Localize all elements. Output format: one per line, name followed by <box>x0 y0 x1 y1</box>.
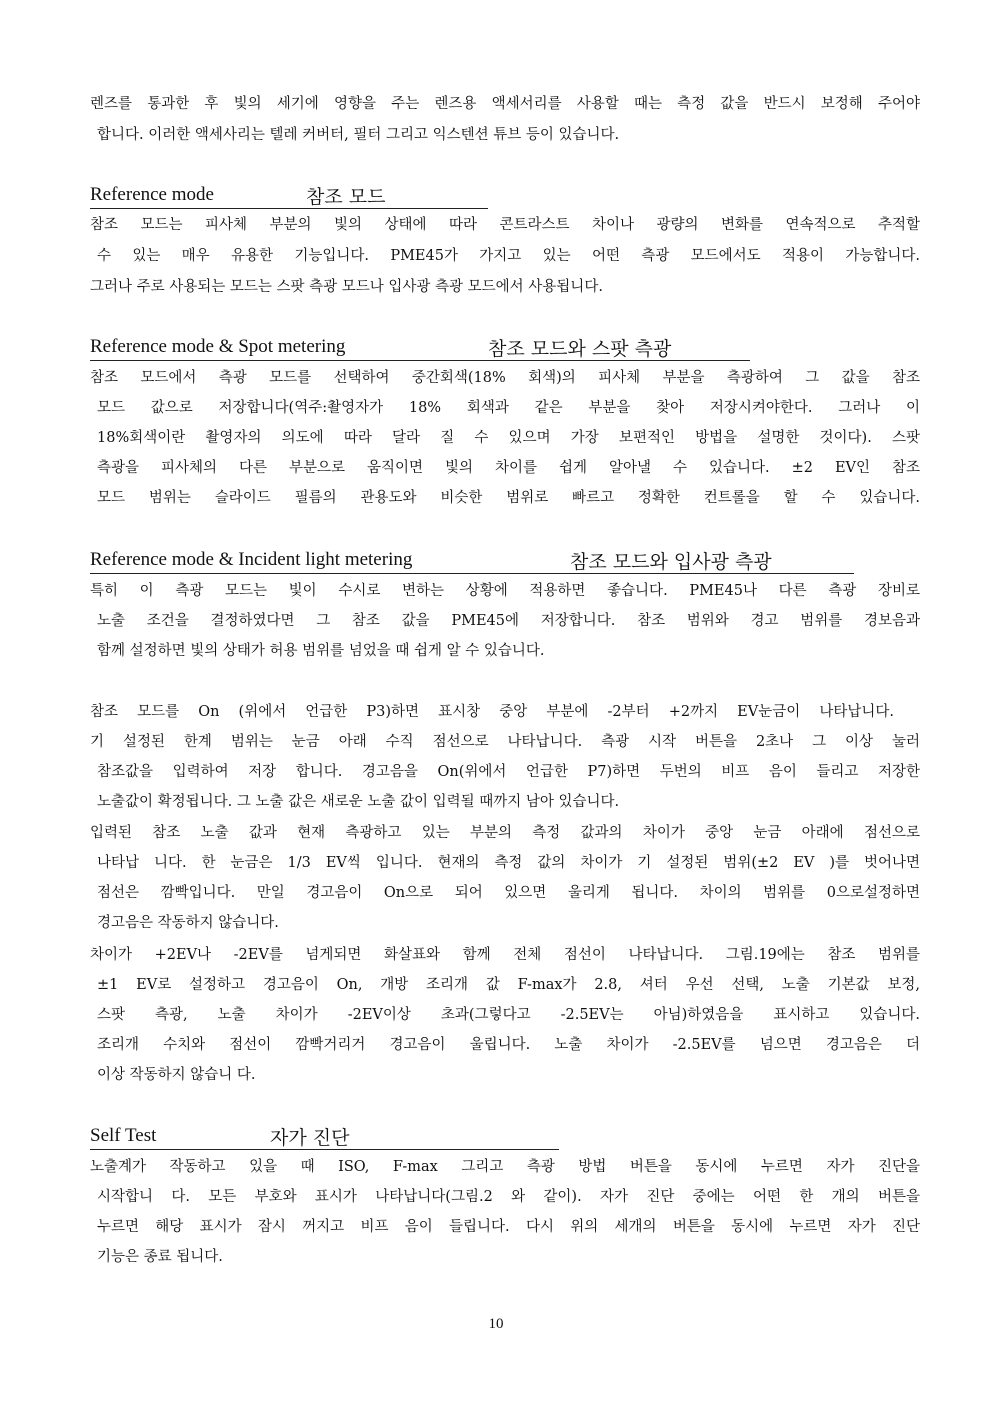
paragraph-line: 참조 모드를 On (위에서 언급한 P3)하면 표시창 중앙 부분에 -2부터 +2까지 EV눈금이 나타납니다. <box>90 704 894 720</box>
paragraph-line: 참조 모드는 피사체 부분의 빛의 상태에 따라 콘트라스트 차이나 광량의 변화를 연속적으로 추적할 <box>90 217 920 233</box>
paragraph-line: ±1 EV로 설정하고 경고음이 On, 개방 조리개 값 F-max가 2.8, 셔터 우선 선택, 노출 기본값 보정, <box>97 977 920 993</box>
heading-korean: 자가 진단 <box>270 1127 350 1149</box>
paragraph-line: 18%회색이란 촬영자의 의도에 따라 달라 질 수 있으며 가장 보편적인 방법을 설명한 것이다). 스팟 <box>97 430 920 446</box>
paragraph-line: 나타납 니다. 한 눈금은 1/3 EV씩 입니다. 현재의 측정 값의 차이가 기 설정된 범위(±2 EV )를 벗어나면 <box>97 855 920 871</box>
heading-english: Reference mode & Incident light metering <box>90 549 413 570</box>
paragraph-line: 입력된 참조 노출 값과 현재 측광하고 있는 부분의 측정 값과의 차이가 중앙 눈금 아래에 점선으로 <box>90 825 920 841</box>
intro-line: 렌즈를 통과한 후 빛의 세기에 영향을 주는 렌즈용 액세서리를 사용할 때는 측정 값을 반드시 보정해 주어야 <box>90 96 920 112</box>
section-heading-incident-metering <box>90 547 854 574</box>
heading-english: Reference mode <box>90 184 214 205</box>
page-number: 10 <box>488 1316 504 1332</box>
paragraph-line: 측광을 피사체의 다른 부분으로 움직이면 빛의 차이를 쉽게 알아낼 수 있습니다. ±2 EV인 참조 <box>97 460 920 476</box>
paragraph-line: 기능은 종료 됩니다. <box>97 1249 223 1265</box>
section-heading-spot-metering <box>90 334 750 361</box>
paragraph-line: 조리개 수치와 점선이 깜빡거리거 경고음이 울립니다. 노출 차이가 -2.5EV를 넘으면 경고음은 더 <box>97 1037 920 1053</box>
section-heading-self-test <box>90 1123 559 1150</box>
paragraph-line: 경고음은 작동하지 않습니다. <box>97 915 279 931</box>
heading-english: Self Test <box>90 1125 157 1146</box>
intro-line: 합니다. 이러한 액세사리는 텔레 커버터, 필터 그리고 익스텐션 튜브 등이 있습니다. <box>97 127 620 143</box>
paragraph-line: 기 설정된 한계 범위는 눈금 아래 수직 점선으로 나타납니다. 측광 시작 버튼을 2초나 그 이상 눌러 <box>90 734 920 750</box>
paragraph-line: 모드 값으로 저장합니다(역주:촬영자가 18% 회색과 같은 부분을 찾아 저장시켜야한다. 그러나 이 <box>97 400 920 416</box>
paragraph-line: 함께 설정하면 빛의 상태가 허용 범위를 넘었을 때 쉽게 알 수 있습니다. <box>97 643 545 659</box>
paragraph-line: 참조값을 입력하여 저장 합니다. 경고음을 On(위에서 언급한 P7)하면 두번의 비프 음이 들리고 저장한 <box>97 764 920 780</box>
paragraph-line: 그러나 주로 사용되는 모드는 스팟 측광 모드나 입사광 측광 모드에서 사용됩니다. <box>90 279 603 295</box>
paragraph-line: 노출값이 확정됩니다. 그 노출 값은 새로운 노출 값이 입력될 때까지 남아 있습니다. <box>97 794 620 810</box>
paragraph-line: 차이가 +2EV나 -2EV를 넘게되면 화살표와 함께 전체 점선이 나타납니다. 그림.19에는 참조 범위를 <box>90 947 920 963</box>
paragraph-line: 누르면 해당 표시가 잠시 꺼지고 비프 음이 들립니다. 다시 위의 세개의 버튼을 동시에 누르면 자가 진단 <box>97 1219 920 1235</box>
heading-korean: 참조 모드와 입사광 측광 <box>570 551 772 573</box>
heading-english: Reference mode & Spot metering <box>90 336 346 357</box>
paragraph-line: 시작합니 다. 모든 부호와 표시가 나타납니다(그림.2 와 같이). 자가 진단 중에는 어떤 한 개의 버튼을 <box>97 1189 920 1205</box>
paragraph-line: 이상 작동하지 않습니 다. <box>97 1067 256 1083</box>
paragraph-line: 참조 모드에서 측광 모드를 선택하여 중간회색(18% 회색)의 피사체 부분을 측광하여 그 값을 참조 <box>90 370 920 386</box>
paragraph-line: 특히 이 측광 모드는 빛이 수시로 변하는 상황에 적용하면 좋습니다. PME45나 다른 측광 장비로 <box>90 583 920 599</box>
heading-korean: 참조 모드 <box>306 186 386 208</box>
paragraph-line: 노출 조건을 결정하였다면 그 참조 값을 PME45에 저장합니다. 참조 범위와 경고 범위를 경보음과 <box>97 613 920 629</box>
paragraph-line: 점선은 깜빡입니다. 만일 경고음이 On으로 되어 있으면 울리게 됩니다. 차이의 범위를 0으로설정하면 <box>97 885 920 901</box>
paragraph-line: 노출계가 작동하고 있을 때 ISO, F-max 그리고 측광 방법 버튼을 동시에 누르면 자가 진단을 <box>90 1159 920 1175</box>
section-heading-reference-mode <box>90 182 488 209</box>
paragraph-line: 모드 범위는 슬라이드 필름의 관용도와 비슷한 범위로 빠르고 정확한 컨트롤을 할 수 있습니다. <box>97 490 920 506</box>
paragraph-line: 스팟 측광, 노출 차이가 -2EV이상 초과(그렇다고 -2.5EV는 아님)하였음을 표시하고 있습니다. <box>97 1007 920 1023</box>
heading-korean: 참조 모드와 스팟 측광 <box>488 338 672 360</box>
paragraph-line: 수 있는 매우 유용한 기능입니다. PME45가 가지고 있는 어떤 측광 모드에서도 적용이 가능합니다. <box>97 248 920 264</box>
